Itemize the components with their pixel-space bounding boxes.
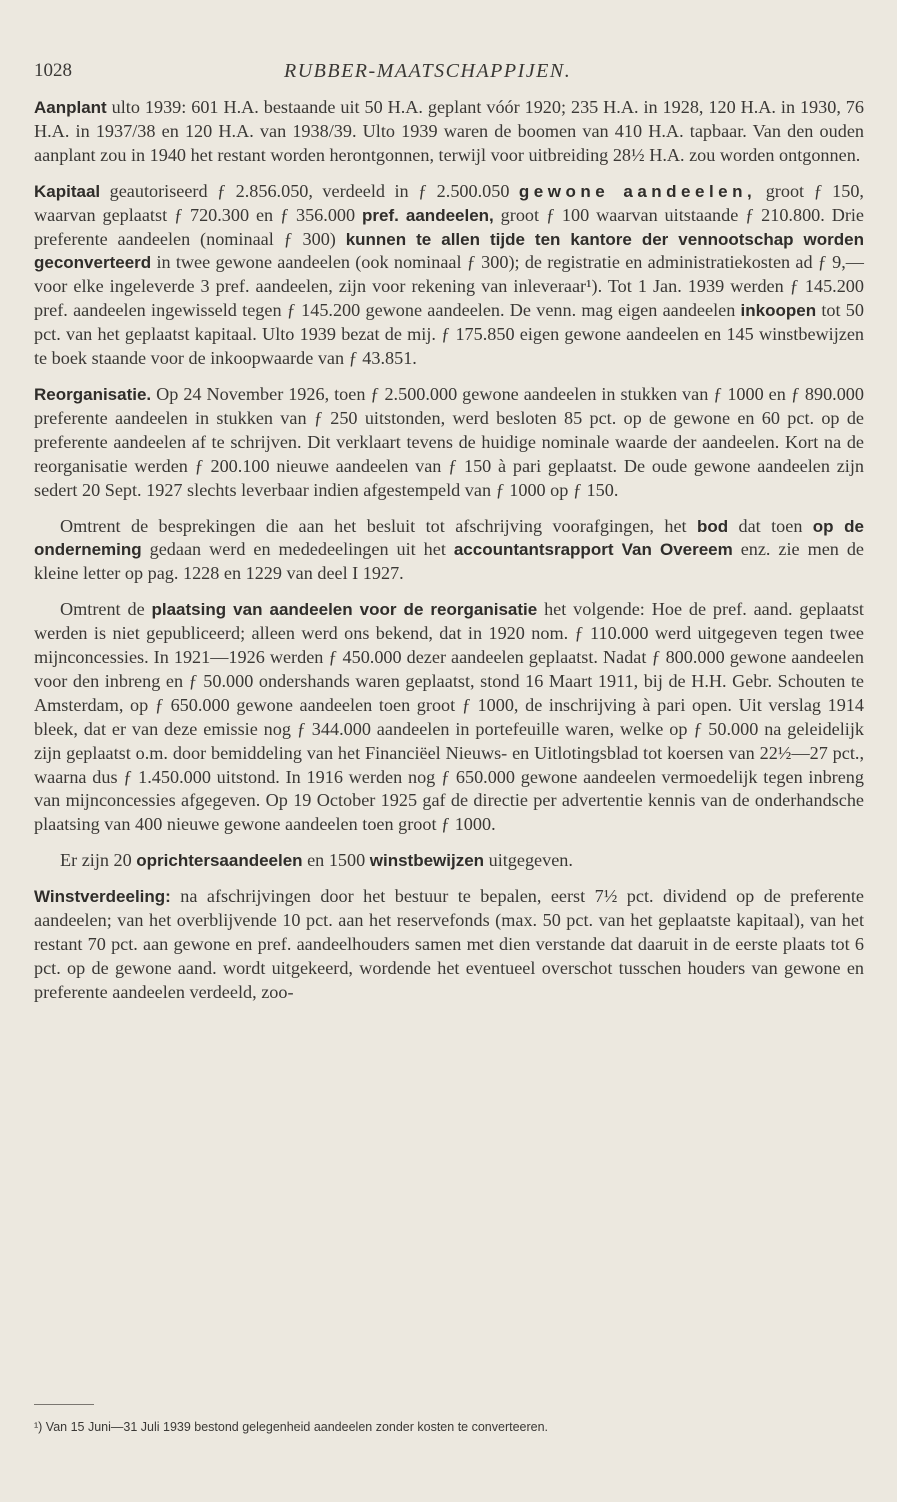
bold-term: Reorganisatie. <box>34 384 152 404</box>
text-run: groot ƒ 100 waarvan uitstaande ƒ 210.800. Drie preferente aandeelen (nominaal ƒ 300) <box>34 204 865 249</box>
text-run: uitgegeven. <box>484 850 573 871</box>
bold-term: Aanplant <box>34 98 107 117</box>
bold-term: Kapitaal <box>34 181 101 201</box>
bold-term: Winstverdeeling: <box>34 887 171 907</box>
running-head <box>34 60 864 90</box>
bold-term: winstbewijzen <box>369 851 485 871</box>
text-run: Omtrent de besprekingen die aan het besluit tot afschrijving voorafgingen, het <box>60 515 697 536</box>
text-run: Op 24 November 1926, toen ƒ 2.500.000 gewone aandeelen in stukken van ƒ 1000 en ƒ 890.000 preferente aandeelen in stukken van ƒ 250 uitstonden, werd besloten 85 pct. op de gewone en 60 pct. op de preferente aandeelen af te schrijven. Dit verklaart tevens de huidige nominale waarde der aandeelen. Kort na de reorganisatie werden ƒ 200.100 nieuwe aandeelen van ƒ 150 à pari geplaatst. De oude gewone aandeelen zijn sedert 20 Sept. 1927 slechts leverbaar indien afgestempeld van ƒ 1000 op ƒ 150. <box>34 383 864 500</box>
paragraph <box>34 96 864 168</box>
paragraph <box>34 383 864 503</box>
paragraph <box>34 515 864 587</box>
text-run: in twee gewone aandeelen (ook nominaal ƒ 300); de registratie en administratiekosten ad ƒ 9,— voor elke ingeleverde 3 pref. aandeelen, zijn voor rekening van inleveraar¹). Tot 1 Jan. 1939 werden ƒ 145.200 pref. aandeelen ingewisseld tegen ƒ 145.200 gewone aandeelen. De venn. mag eigen aandeelen <box>34 252 864 321</box>
body-text <box>34 96 864 1005</box>
paragraph <box>34 598 864 837</box>
text-run: na afschrijvingen door het bestuur te bepalen, eerst 7½ pct. dividend op de preferente aandeelen; van het overblijvende 10 pct. aan het reservefonds (max. 50 pct. van het geplaatste kapitaal), van het restant 70 pct. aan gewone en pref. aandeelhouders samen met dien verstande dat daaruit in de eerste plaats tot 6 pct. op de gewone aand. wordt uitgekeerd, wordende het eventueel overschot tusschen houders van gewone en preferente aandeelen verdeeld, zoo- <box>34 886 864 1002</box>
text-run: tot 50 pct. van het geplaatst kapitaal. Ulto 1939 bezat de mij. ƒ 175.850 eigen gewone aandeelen en 145 winstbewijzen te boek staande voor de inkoopwaarde van ƒ 43.851. <box>34 300 864 369</box>
paragraph <box>34 885 864 1005</box>
text-run: Er zijn 20 <box>60 850 137 871</box>
text-run: en 1500 <box>302 850 370 871</box>
bold-term: oprichtersaandeelen <box>136 851 303 871</box>
text-run: groot ƒ 150, waarvan geplaatst ƒ 720.300 en ƒ 356.000 <box>34 180 864 225</box>
bold-term: pref. aandeelen, <box>362 205 494 225</box>
text-run: gedaan werd en mededeelingen uit het <box>141 539 454 560</box>
bold-term: inkoopen <box>740 301 817 321</box>
text-run: het volgende: Hoe de pref. aand. geplaatst werden is niet gepubliceerd; alleen werd ons bekend, dat in 1920 nom. ƒ 110.000 werd uitgegeven tegen twee mijnconcessies. In 1921—1926 werden ƒ 450.000 dezer aandeelen geplaatst. Nadat ƒ 800.000 gewone aandeelen voor den inbreng en ƒ 50.000 ondershands waren geplaatst, stond 16 Maart 1911, bij de H.H. Gebr. Schouten te Amsterdam, op ƒ 650.000 gewone aandeelen toen groot ƒ 1000, de inschrijving à pari open. Uit verslag 1914 bleek, dat er van deze emissie nog ƒ 344.000 aandeelen in portefeuille waren, welke op ƒ 50.000 na geleidelijk zijn geplaatst o.m. door bemiddeling van het Financiëel Nieuws- en Uitlotingsblad tot koersen van 22½—27 pct., waarna dus ƒ 1.450.000 uitstond. In 1916 werden nog ƒ 650.000 gewone aandeelen vermoedelijk tegen inbreng van mijnconcessies afgegeven. Op 19 October 1925 gaf de directie per advertentie kennis van de onderhandsche plaatsing van 400 nieuwe gewone aandeelen toen groot ƒ 1000. <box>34 599 864 835</box>
text-run: geautoriseerd ƒ 2.856.050, verdeeld in ƒ 2.500.050 <box>100 180 519 201</box>
bold-term: plaatsing van aandeelen voor de reorganisatie <box>151 600 538 620</box>
running-title: RUBBER-MAATSCHAPPIJEN. <box>284 60 572 82</box>
bold-term: accountantsrapport Van Overeem <box>453 540 733 560</box>
text-run: enz. zie men de kleine letter op pag. 1228 en 1229 van deel I 1927. <box>34 539 865 584</box>
bold-term: kunnen te allen tijde ten kantore der vennootschap worden geconverteerd <box>34 229 864 273</box>
footnote: ¹) Van 15 Juni—31 Juli 1939 bestond gelegenheid aandeelen zonder kosten te converteeren. <box>34 1420 549 1434</box>
bold-term: bod <box>696 516 729 536</box>
paragraph <box>34 180 864 371</box>
paragraph <box>34 849 864 873</box>
bold-term: op de onderneming <box>34 516 864 560</box>
page-number: 1028 <box>34 60 72 81</box>
text-run: ulto 1939: 601 H.A. bestaande uit 50 H.A. geplant vóór 1920; 235 H.A. in 1928, 120 H.A. in 1930, 76 H.A. in 1937/38 en 120 H.A. van 1938/39. Ulto 1939 waren de boomen van 410 H.A. tapbaar. Van den ouden aanplant zou in 1940 het restant worden herontgonnen, terwijl voor uitbreiding 28½ H.A. zou worden ontgonnen. <box>34 97 864 165</box>
text-run: Omtrent de <box>60 599 152 620</box>
text-run: dat toen <box>728 515 813 536</box>
bold-term: gewone aandeelen, <box>518 181 757 201</box>
footnote-divider <box>34 1404 94 1405</box>
